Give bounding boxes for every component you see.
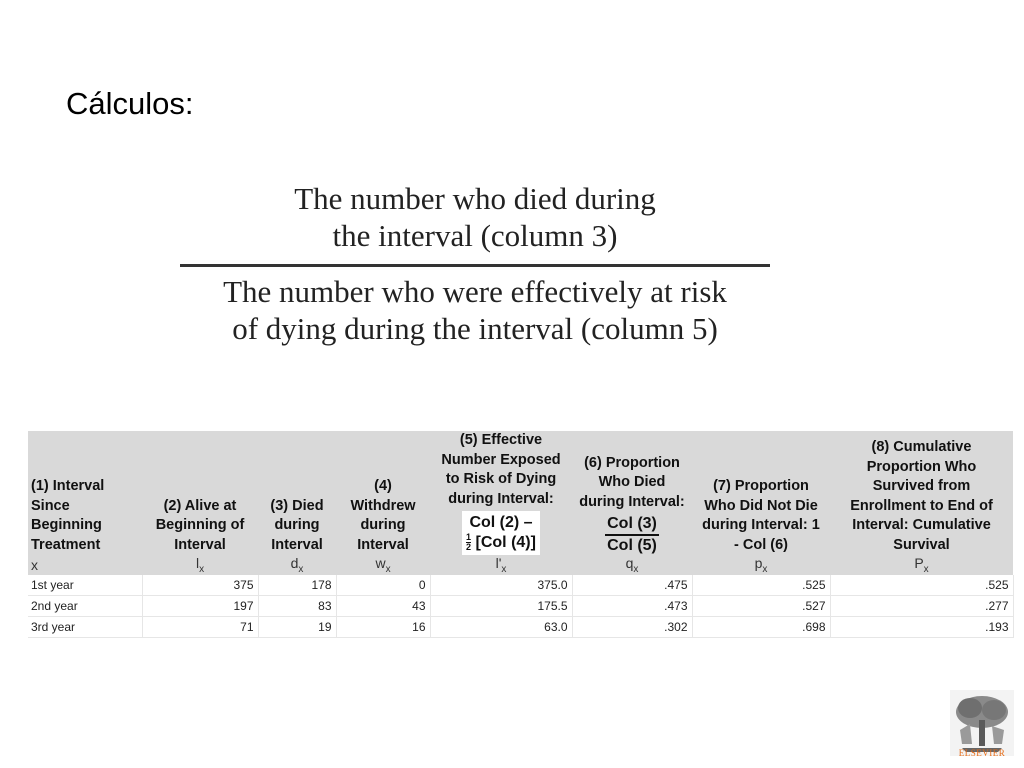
table-cell: 71 xyxy=(142,616,258,637)
header-effective-exposed: (5) Effective Number Exposed to Risk of Dying during Interval: Col (2) – $\frac{1}{2}$ [Col (4)] xyxy=(430,431,572,555)
header-proportion-died: (6) Proportion Who Died during Interval: $\frac{\text{Col (3)}}{\text{Col (5)}}$ xyxy=(572,431,692,555)
table-cell: 178 xyxy=(258,575,336,596)
table-cell: 83 xyxy=(258,595,336,616)
header-alive: (2) Alive at Beginning of Interval xyxy=(142,431,258,555)
table-cell: 63.0 xyxy=(430,616,572,637)
table-cell: 16 xyxy=(336,616,430,637)
table-cell: 1st year xyxy=(28,575,142,596)
symbol-px: $p_x$ xyxy=(692,555,830,575)
table-cell: .302 xyxy=(572,616,692,637)
formula-denominator xyxy=(180,267,770,347)
elsevier-logo-text: ELSEVIER xyxy=(958,748,1006,758)
table-cell: .527 xyxy=(692,595,830,616)
table-row xyxy=(28,595,1013,616)
table-cell: 2nd year xyxy=(28,595,142,616)
symbol-dx: $d_x$ xyxy=(258,555,336,575)
formula-numerator xyxy=(180,180,770,264)
table-cell: .525 xyxy=(830,575,1013,596)
symbol-row xyxy=(28,555,1013,575)
table-row xyxy=(28,575,1013,596)
table-cell: .473 xyxy=(572,595,692,616)
symbol-lx: $l_x$ xyxy=(142,555,258,575)
table-cell: 375 xyxy=(142,575,258,596)
header-cumulative-survival: (8) Cumulative Proportion Who Survived from Enrollment to End of Interval: Cumulative Survival xyxy=(830,431,1013,555)
symbol-lpx: $l'_x$ xyxy=(430,555,572,575)
denominator-line-2: of dying during the interval (column 5) xyxy=(232,311,718,346)
denominator-line-1: The number who were effectively at risk xyxy=(223,274,727,309)
life-table xyxy=(28,431,1013,638)
table-cell: .525 xyxy=(692,575,830,596)
col3-over-col5: $\frac{\text{Col (3)}}{\text{Col (5)}}$ xyxy=(607,515,657,554)
table-cell: 3rd year xyxy=(28,616,142,637)
symbol-x: x xyxy=(28,555,142,575)
symbol-qx: $q_x$ xyxy=(572,555,692,575)
symbol-wx: $w_x$ xyxy=(336,555,430,575)
header-row xyxy=(28,431,1013,555)
numerator-line-1: The number who died during xyxy=(294,181,656,216)
table-cell: 175.5 xyxy=(430,595,572,616)
table-row xyxy=(28,616,1013,637)
table-cell: 0 xyxy=(336,575,430,596)
effective-formula: Col (2) – $\frac{1}{2}$ [Col (4)] xyxy=(462,511,540,555)
header-withdrew: (4) Withdrew during Interval xyxy=(336,431,430,555)
header-died: (3) Died during Interval xyxy=(258,431,336,555)
table-cell: .475 xyxy=(572,575,692,596)
table-cell: .277 xyxy=(830,595,1013,616)
proportion-died-formula xyxy=(180,180,770,347)
slide-title: Cálculos: xyxy=(66,86,194,121)
table-cell: 19 xyxy=(258,616,336,637)
header-proportion-not-die: (7) Proportion Who Did Not Die during Interval: 1 - Col (6) xyxy=(692,431,830,555)
table-cell: 43 xyxy=(336,595,430,616)
table-cell: 197 xyxy=(142,595,258,616)
table-cell: .698 xyxy=(692,616,830,637)
header-interval: (1) Interval Since Beginning Treatment xyxy=(28,431,142,555)
table-cell: .193 xyxy=(830,616,1013,637)
table-cell: 375.0 xyxy=(430,575,572,596)
elsevier-tree-logo-icon xyxy=(950,690,1014,756)
one-half: $\frac{1}{2}$ xyxy=(466,532,472,553)
numerator-line-2: the interval (column 3) xyxy=(332,218,618,253)
symbol-Px: $P_x$ xyxy=(830,555,1013,575)
